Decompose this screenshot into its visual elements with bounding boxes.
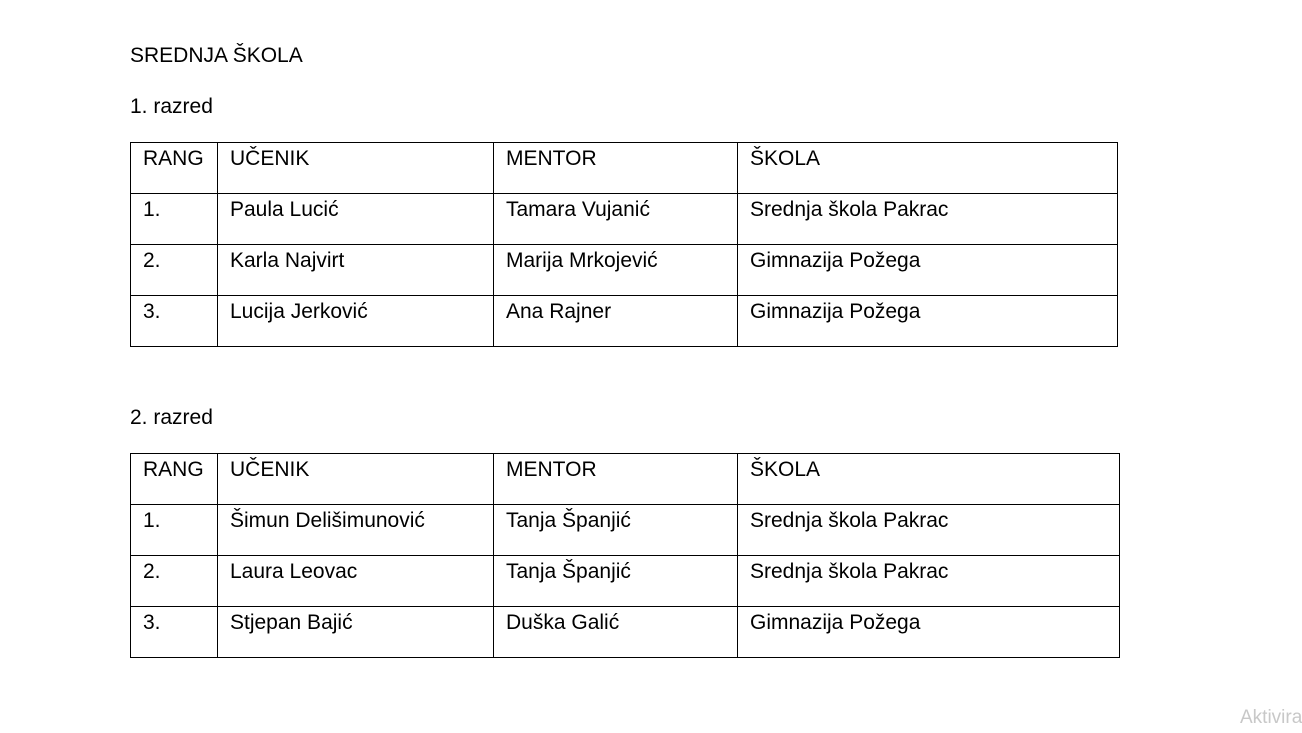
student-cell: Šimun Delišimunović — [218, 505, 494, 556]
mentor-cell: Marija Mrkojević — [494, 245, 738, 296]
table-row — [131, 556, 1120, 607]
column-header-rang: RANG — [131, 143, 218, 194]
student-cell: Lucija Jerković — [218, 296, 494, 347]
mentor-cell: Tanja Španjić — [494, 556, 738, 607]
rank-cell: 3. — [131, 296, 218, 347]
rank-cell: 1. — [131, 505, 218, 556]
column-header-skola: ŠKOLA — [738, 143, 1118, 194]
school-cell: Srednja škola Pakrac — [738, 505, 1120, 556]
table-header-row — [131, 143, 1118, 194]
section-heading-2-razred: 2. razred — [130, 406, 213, 429]
student-cell: Laura Leovac — [218, 556, 494, 607]
rank-cell: 1. — [131, 194, 218, 245]
column-header-mentor: MENTOR — [494, 143, 738, 194]
section-heading-1-razred: 1. razred — [130, 95, 213, 118]
school-cell: Srednja škola Pakrac — [738, 556, 1120, 607]
table-row — [131, 607, 1120, 658]
table-row — [131, 194, 1118, 245]
column-header-ucenik: UČENIK — [218, 454, 494, 505]
mentor-cell: Tamara Vujanić — [494, 194, 738, 245]
mentor-cell: Ana Rajner — [494, 296, 738, 347]
student-cell: Karla Najvirt — [218, 245, 494, 296]
rank-cell: 3. — [131, 607, 218, 658]
school-cell: Gimnazija Požega — [738, 296, 1118, 347]
table-header-row — [131, 454, 1120, 505]
mentor-cell: Duška Galić — [494, 607, 738, 658]
column-header-mentor: MENTOR — [494, 454, 738, 505]
school-cell: Gimnazija Požega — [738, 245, 1118, 296]
results-table-1-razred — [130, 142, 1118, 347]
column-header-ucenik: UČENIK — [218, 143, 494, 194]
rank-cell: 2. — [131, 556, 218, 607]
school-cell: Srednja škola Pakrac — [738, 194, 1118, 245]
document-title: SREDNJA ŠKOLA — [130, 44, 303, 67]
rank-cell: 2. — [131, 245, 218, 296]
column-header-skola: ŠKOLA — [738, 454, 1120, 505]
activation-watermark: Aktivira — [1240, 707, 1302, 728]
student-cell: Paula Lucić — [218, 194, 494, 245]
school-cell: Gimnazija Požega — [738, 607, 1120, 658]
table-row — [131, 296, 1118, 347]
student-cell: Stjepan Bajić — [218, 607, 494, 658]
table-row — [131, 505, 1120, 556]
mentor-cell: Tanja Španjić — [494, 505, 738, 556]
results-table-2-razred — [130, 453, 1120, 658]
column-header-rang: RANG — [131, 454, 218, 505]
table-row — [131, 245, 1118, 296]
